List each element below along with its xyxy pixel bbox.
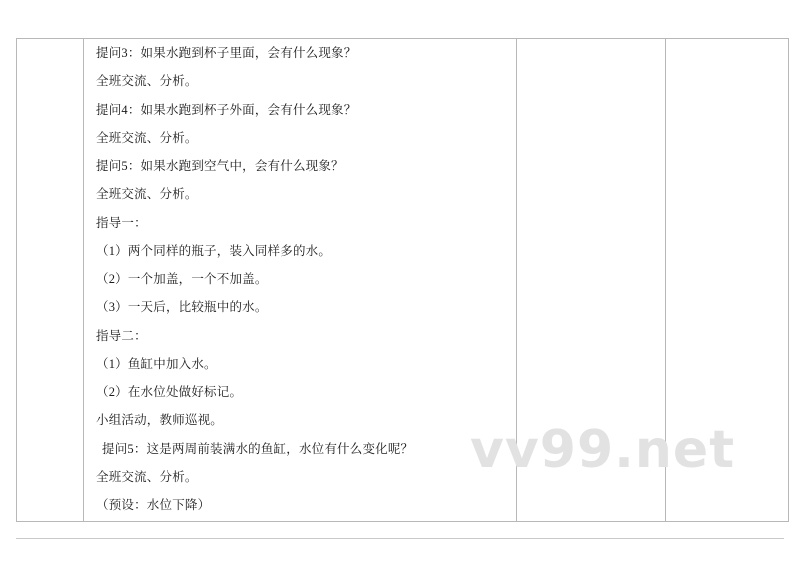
paragraph: 提问3：如果水跑到杯子里面，会有什么现象？ <box>96 46 357 60</box>
table-cell-middle <box>517 39 666 522</box>
paragraph: （2）一个加盖，一个不加盖。 <box>96 272 268 286</box>
paragraph: 指导一： <box>96 215 147 230</box>
watermark-text: vv99.net <box>470 420 736 480</box>
paragraph: 小组活动，教师巡视。 <box>96 413 224 428</box>
paragraph: （1）鱼缸中加入水。 <box>96 356 217 371</box>
table-row <box>17 39 789 522</box>
paragraph: 提问4：如果水跑到杯子外面，会有什么现象？ <box>96 102 357 117</box>
main-content <box>84 39 516 521</box>
paragraph: 提问5：这是两周前装满水的鱼缸，水位有什么变化呢？ <box>102 441 414 456</box>
table-cell-left <box>17 39 84 522</box>
paragraph: （3）一天后，比较瓶中的水。 <box>96 300 268 315</box>
paragraph: 全班交流、分析。 <box>96 130 198 145</box>
page-bottom-divider <box>16 538 784 539</box>
paragraph: （2）在水位处做好标记。 <box>96 385 243 399</box>
paragraph: （1）两个同样的瓶子，装入同样多的水。 <box>96 243 332 258</box>
paragraph: （预设：水位下降） <box>96 498 211 512</box>
paragraph: 全班交流、分析。 <box>96 469 198 484</box>
paragraph: 指导二： <box>96 328 147 343</box>
paragraph: 全班交流、分析。 <box>96 187 198 202</box>
paragraph: 全班交流、分析。 <box>96 74 198 89</box>
lesson-plan-table <box>16 38 789 522</box>
paragraph: 提问5：如果水跑到空气中，会有什么现象？ <box>96 159 344 173</box>
table-cell-right <box>666 39 789 522</box>
table-cell-main <box>84 39 517 522</box>
